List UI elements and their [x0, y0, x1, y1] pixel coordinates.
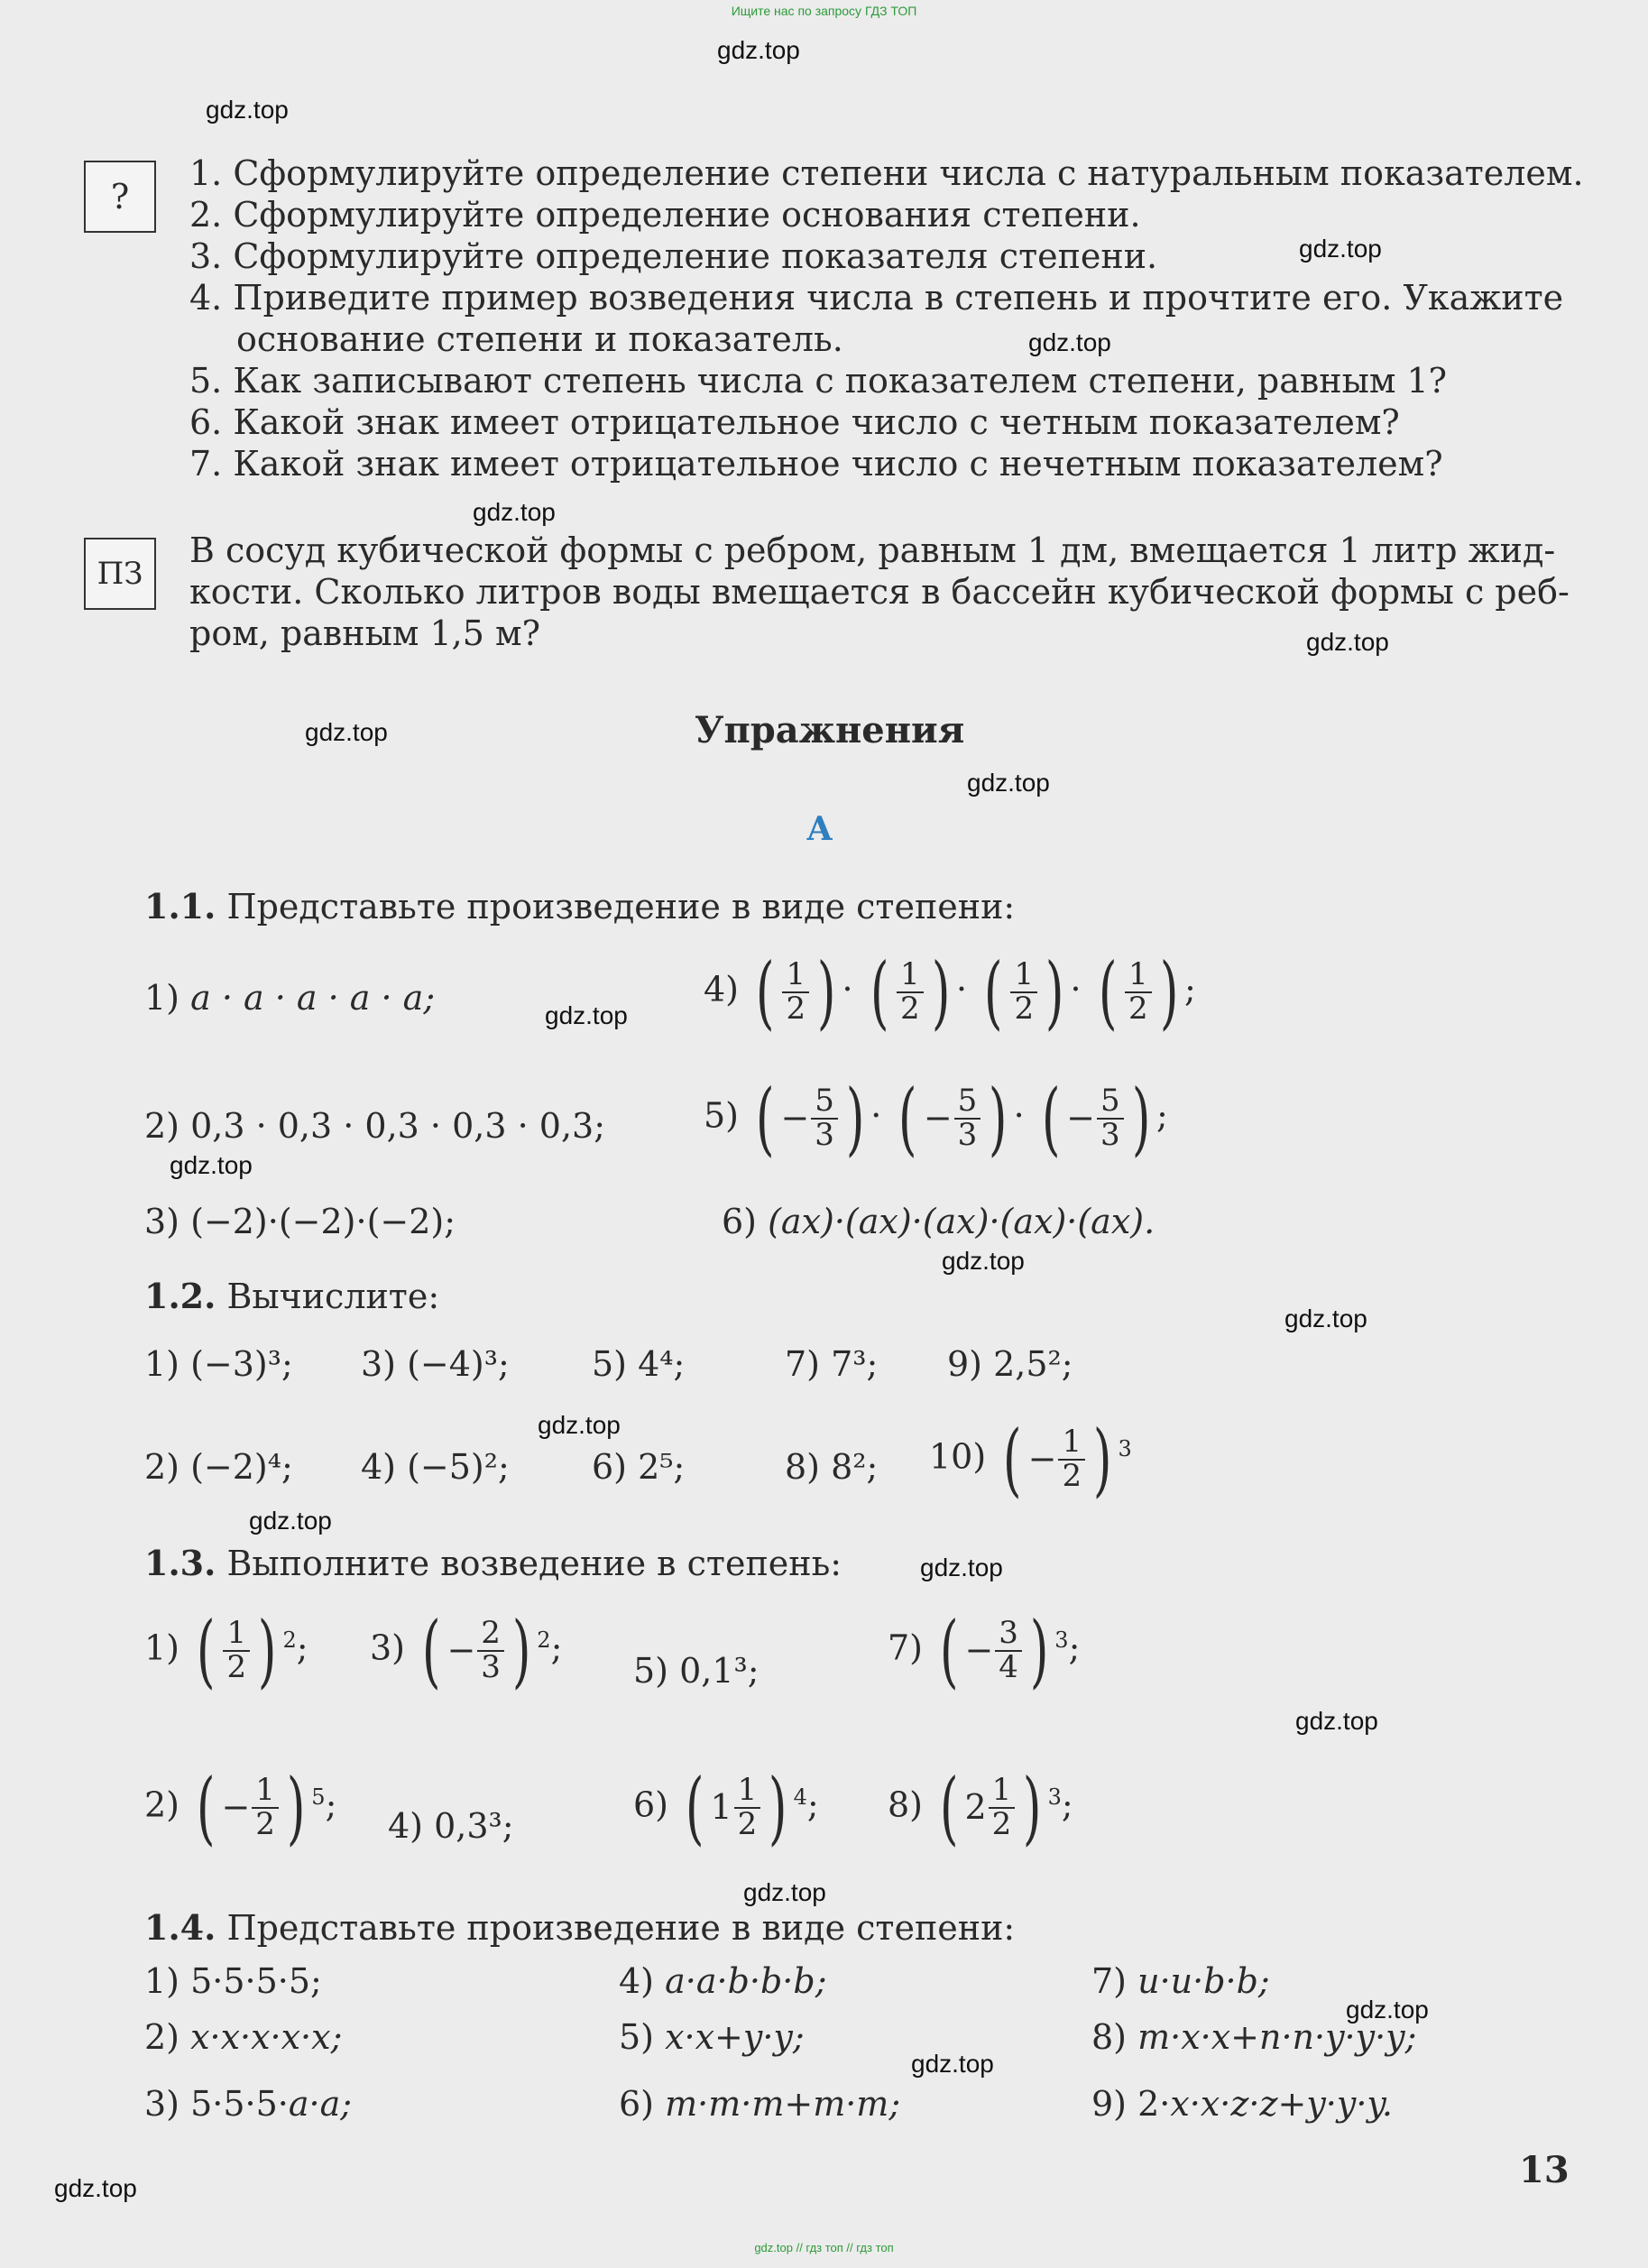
denominator: 2 — [1014, 991, 1035, 1027]
task-box: ПЗ — [84, 538, 156, 610]
fraction-group: ( 2 $\frac{1}{2}$ ) — [939, 1761, 1042, 1854]
watermark: gdz.top — [920, 1553, 1003, 1581]
item-expression: a·a·b·b·b; — [665, 1961, 827, 2001]
fraction-group: ( $\frac{1}{2}$ ) — [196, 1604, 277, 1697]
question-4: 4. Приведите пример возведения числа в степень и прочтите его. Укажите — [189, 278, 1564, 318]
numerator: 1 — [1125, 959, 1152, 993]
exercise-1-2-item-1: 1) (−3)³; — [144, 1344, 293, 1384]
exercise-1-2-item-9: 9) 2,5²; — [947, 1344, 1073, 1384]
task-line-2: кости. Сколько литров воды вмещается в бассейн кубической формы с реб- — [189, 572, 1570, 612]
exercise-1-4-item-5 — [619, 2017, 805, 2059]
question-4-cont: основание степени и показатель. — [236, 319, 843, 359]
item-label: 8) — [1091, 2017, 1138, 2057]
exercise-1-3-title — [144, 1543, 842, 1585]
item-expression: m·m·m+m·m; — [665, 2084, 901, 2124]
item-label: 5) — [704, 1095, 740, 1136]
exponent: 4 — [793, 1784, 807, 1810]
exponent: 3 — [1054, 1627, 1069, 1653]
item-expression: x·x·x·x·x; — [190, 2017, 343, 2057]
dot: · — [870, 1095, 882, 1136]
watermark: gdz.top — [473, 498, 556, 526]
item-label: 2) — [144, 1784, 180, 1825]
semicolon: ; — [1156, 1095, 1168, 1136]
exercise-number: 1.4. — [144, 1907, 216, 1948]
watermark: gdz.top — [1028, 328, 1111, 356]
exercise-text: Вычислите: — [226, 1277, 440, 1316]
watermark: gdz.top — [1306, 628, 1389, 656]
minus: − — [923, 1098, 953, 1139]
fraction-group: ( 1 $\frac{1}{2}$ ) — [685, 1761, 787, 1854]
fraction-group: ( − $\frac{3}{4}$ ) — [939, 1604, 1049, 1697]
denominator: 2 — [899, 991, 920, 1027]
watermark: gdz.top — [911, 2050, 994, 2078]
denominator: 4 — [999, 1649, 1018, 1685]
exercise-1-2-item-4: 4) (−5)²; — [361, 1447, 510, 1487]
item-label: 6) — [722, 1202, 769, 1241]
watermark: gdz.top — [249, 1507, 332, 1535]
level-label: А — [806, 810, 833, 848]
exercise-1-4-item-4 — [619, 1961, 827, 2003]
exercise-1-2-item-10 — [929, 1413, 1132, 1506]
denominator: 2 — [226, 1649, 247, 1685]
numerator: 3 — [995, 1618, 1022, 1652]
watermark: gdz.top — [967, 769, 1050, 797]
denominator: 2 — [1062, 1458, 1082, 1494]
fraction-group: ( − $\frac{5}{3}$ ) — [898, 1072, 1008, 1165]
minus: − — [1027, 1439, 1057, 1480]
semicolon: ; — [1068, 1627, 1081, 1668]
watermark: gdz.top — [54, 2174, 137, 2202]
item-label: 7) — [1091, 1961, 1138, 2001]
item-label: 7) — [888, 1627, 924, 1668]
exercise-1-2-item-8: 8) 8²; — [785, 1447, 879, 1487]
exercise-1-1-item-1 — [144, 978, 435, 1019]
item-label: 2) — [144, 2017, 191, 2057]
denominator: 2 — [1128, 991, 1148, 1027]
exercise-text: Представьте произведение в виде степени: — [226, 1908, 1016, 1948]
exercise-1-3-item-6 — [633, 1761, 819, 1854]
item-expression: a·a; — [288, 2084, 353, 2124]
exponent: 3 — [1047, 1784, 1062, 1810]
exponent: 5 — [311, 1784, 326, 1810]
exercise-1-2-item-3: 3) (−4)³; — [361, 1344, 510, 1384]
exponent: 3 — [1118, 1435, 1132, 1461]
denominator: 2 — [991, 1806, 1012, 1842]
exercise-1-4-item-8 — [1091, 2017, 1416, 2059]
minus: − — [221, 1787, 251, 1828]
minus: − — [1066, 1098, 1096, 1139]
item-label: 5) — [619, 2017, 666, 2057]
denominator: 3 — [481, 1649, 501, 1685]
dot: · — [1013, 1095, 1025, 1136]
dot: · — [842, 969, 853, 1010]
exercise-1-2-item-5: 5) 4⁴; — [592, 1344, 686, 1384]
exercise-1-3-item-8 — [888, 1761, 1073, 1854]
question-2: 2. Сформулируйте определение основания степени. — [189, 195, 1141, 235]
denominator: 2 — [255, 1806, 275, 1842]
exercise-1-3-item-3 — [370, 1604, 563, 1697]
exercise-1-4-title — [144, 1907, 1015, 1950]
watermark: gdz.top — [170, 1151, 253, 1179]
numerator: 1 — [1010, 959, 1037, 993]
semicolon: ; — [1183, 969, 1196, 1010]
numerator: 5 — [954, 1085, 981, 1120]
exponent: 2 — [282, 1627, 297, 1653]
numerator: 5 — [1097, 1085, 1124, 1120]
item-expression: u·u·b·b; — [1137, 1961, 1270, 2001]
denominator: 3 — [957, 1117, 978, 1153]
section-title: Упражнения — [695, 709, 965, 751]
exercise-1-3-item-1 — [144, 1604, 308, 1697]
exercise-1-4-item-9 — [1091, 2084, 1393, 2125]
denominator: 2 — [737, 1806, 758, 1842]
watermark: gdz.top — [1299, 235, 1382, 263]
item-label: 9) 2· — [1091, 2084, 1171, 2124]
question-1: 1. Сформулируйте определение степени числа с натуральным показателем. — [189, 153, 1584, 193]
numerator: 1 — [897, 959, 924, 993]
exercise-1-1-title — [144, 886, 1015, 928]
item-label: 8) — [888, 1784, 924, 1825]
exercise-1-1-item-2: 2) 0,3 · 0,3 · 0,3 · 0,3 · 0,3; — [144, 1106, 605, 1146]
watermark: gdz.top — [1284, 1305, 1367, 1332]
fraction-group: ( $\frac{1}{2}$ ) — [755, 945, 836, 1038]
top-banner: Ищите нас по запросу ГДЗ ТОП — [731, 4, 917, 18]
whole-part: 1 — [710, 1787, 732, 1828]
numerator: 1 — [223, 1618, 250, 1652]
fraction-group: ( $\frac{1}{2}$ ) — [984, 945, 1064, 1038]
question-5: 5. Как записывают степень числа с показателем степени, равным 1? — [189, 361, 1448, 401]
question-box: ? — [84, 161, 156, 233]
numerator: 1 — [252, 1775, 279, 1809]
watermark: gdz.top — [1295, 1707, 1378, 1735]
exercise-1-2-item-6: 6) 2⁵; — [592, 1447, 686, 1487]
exercise-1-4-item-1 — [144, 1961, 322, 2003]
item-label: 1) 5·5·5·5; — [144, 1961, 322, 2001]
exercise-1-1-item-4 — [704, 945, 1196, 1038]
item-label: 1) — [144, 978, 191, 1018]
item-expression: x·x+y·y; — [665, 2017, 805, 2057]
question-3: 3. Сформулируйте определение показателя степени. — [189, 236, 1158, 276]
watermark: gdz.top — [206, 96, 289, 124]
numerator: 1 — [1058, 1426, 1085, 1461]
item-label: 6) — [633, 1784, 669, 1825]
denominator: 3 — [815, 1117, 834, 1153]
fraction-group: ( − $\frac{5}{3}$ ) — [1041, 1072, 1151, 1165]
watermark: gdz.top — [717, 36, 800, 64]
semicolon: ; — [550, 1627, 563, 1668]
task-line-1: В сосуд кубической формы с ребром, равным 1 дм, вмещается 1 литр жид- — [189, 530, 1556, 570]
denominator: 3 — [1100, 1117, 1120, 1153]
numerator: 5 — [811, 1085, 838, 1120]
whole-part: 2 — [964, 1787, 987, 1828]
item-label: 1) — [144, 1627, 180, 1668]
item-label: 3) 5·5·5· — [144, 2084, 289, 2124]
exercise-number: 1.1. — [144, 886, 216, 927]
minus: − — [964, 1630, 994, 1671]
fraction-group: ( $\frac{1}{2}$ ) — [870, 945, 951, 1038]
exercise-1-3-item-7 — [888, 1604, 1081, 1697]
item-expression: (ax)·(ax)·(ax)·(ax)·(ax). — [768, 1202, 1155, 1241]
exercise-number: 1.3. — [144, 1543, 216, 1583]
item-label: 4) — [704, 969, 740, 1010]
item-label: 10) — [929, 1436, 987, 1477]
semicolon: ; — [296, 1627, 308, 1668]
numerator: 1 — [989, 1775, 1016, 1809]
exercise-1-1-item-6 — [722, 1202, 1155, 1243]
exercise-1-4-item-2 — [144, 2017, 342, 2059]
semicolon: ; — [806, 1784, 819, 1825]
watermark: gdz.top — [305, 718, 388, 746]
exercise-1-4-item-3 — [144, 2084, 352, 2125]
exercise-1-2-title — [144, 1276, 439, 1318]
task-line-3: ром, равным 1,5 м? — [189, 613, 540, 653]
exercise-text: Выполните возведение в степень: — [226, 1544, 842, 1583]
exercise-number: 1.2. — [144, 1276, 216, 1316]
item-expression: x·x·z·z+y·y·y. — [1170, 2084, 1393, 2124]
numerator: 2 — [477, 1618, 504, 1652]
denominator: 2 — [786, 991, 806, 1027]
item-label: 4) — [619, 1961, 666, 2001]
fraction-group: ( $\frac{1}{2}$ ) — [1098, 945, 1179, 1038]
item-label: 6) — [619, 2084, 666, 2124]
watermark: gdz.top — [942, 1247, 1025, 1275]
exercise-1-2-item-2: 2) (−2)⁴; — [144, 1447, 293, 1487]
minus: − — [447, 1630, 476, 1671]
exponent: 2 — [537, 1627, 551, 1653]
watermark: gdz.top — [538, 1411, 621, 1439]
footer-watermark: gdz.top // гдз топ // гдз топ — [754, 2241, 894, 2254]
question-7: 7. Какой знак имеет отрицательное число с нечетным показателем? — [189, 444, 1443, 484]
question-6: 6. Какой знак имеет отрицательное число с четным показателем? — [189, 402, 1400, 442]
item-expression: m·x·x+n·n·y·y·y; — [1137, 2017, 1417, 2057]
fraction-group: ( − $\frac{1}{2}$ ) — [196, 1761, 306, 1854]
exercise-1-3-item-5: 5) 0,1³; — [633, 1651, 760, 1691]
exercise-1-3-item-4: 4) 0,3³; — [388, 1806, 514, 1846]
item-label: 3) — [370, 1627, 406, 1668]
dot: · — [955, 969, 968, 1010]
item-expression: a · a · a · a · a; — [190, 978, 436, 1018]
exercise-1-4-item-7 — [1091, 1961, 1270, 2003]
fraction-group: ( − $\frac{2}{3}$ ) — [421, 1604, 531, 1697]
fraction-group: ( − $\frac{5}{3}$ ) — [755, 1072, 865, 1165]
watermark: gdz.top — [1346, 1996, 1429, 2024]
numerator: 1 — [734, 1775, 761, 1809]
semicolon: ; — [1061, 1784, 1073, 1825]
exercise-1-1-item-3: 3) (−2)·(−2)·(−2); — [144, 1202, 456, 1241]
semicolon: ; — [325, 1784, 337, 1825]
watermark: gdz.top — [545, 1001, 628, 1029]
exercise-1-4-item-6 — [619, 2084, 900, 2125]
fraction-group: ( − $\frac{1}{2}$ ) — [1003, 1413, 1112, 1506]
minus: − — [780, 1098, 810, 1139]
page-number: 13 — [1519, 2149, 1570, 2191]
exercise-1-1-item-5 — [704, 1072, 1168, 1165]
watermark: gdz.top — [743, 1878, 826, 1906]
exercise-1-3-item-2 — [144, 1761, 337, 1854]
numerator: 1 — [782, 959, 809, 993]
exercise-1-2-item-7: 7) 7³; — [785, 1344, 879, 1384]
exercise-text: Представьте произведение в виде степени: — [226, 887, 1016, 927]
dot: · — [1070, 969, 1082, 1010]
